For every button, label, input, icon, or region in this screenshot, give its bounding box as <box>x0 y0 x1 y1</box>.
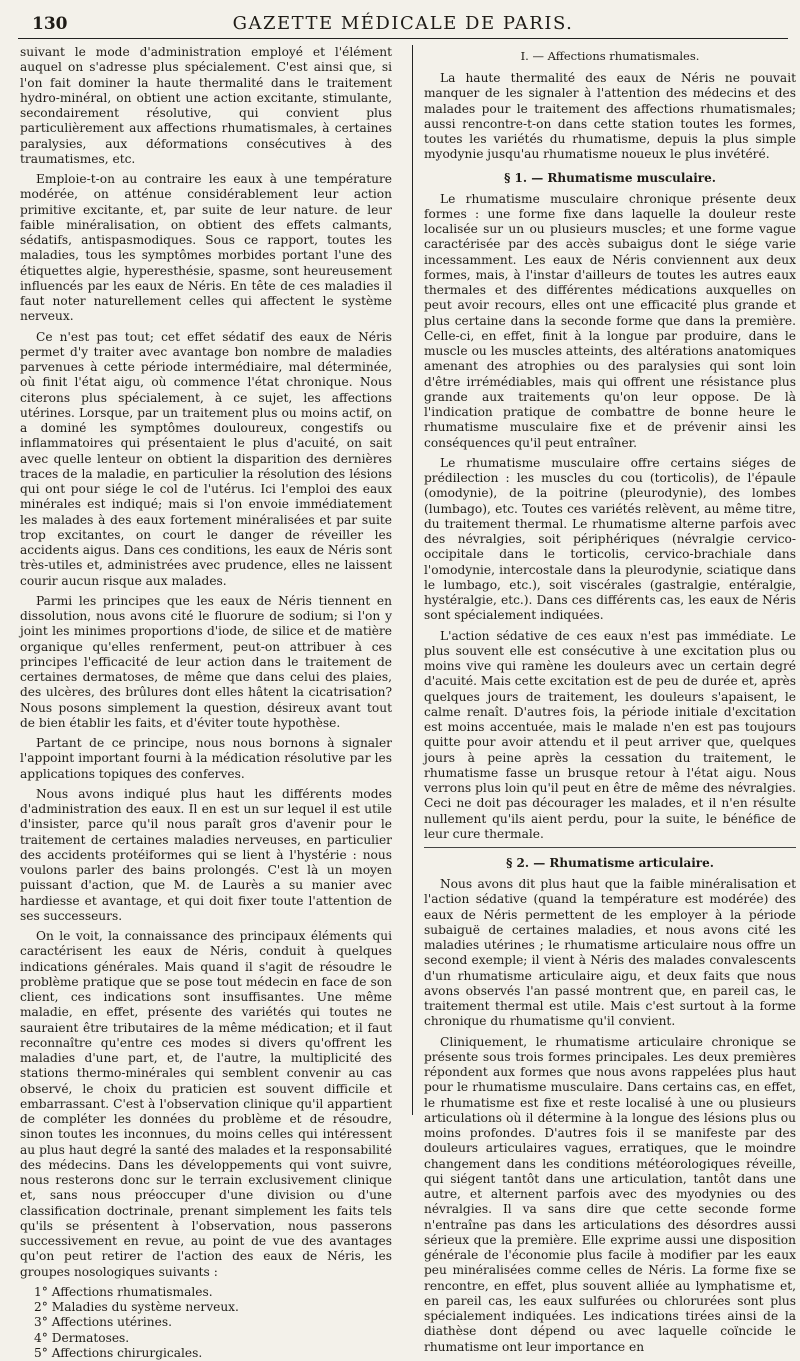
column-divider <box>412 45 413 1115</box>
left-column <box>20 45 392 1360</box>
subsection-heading: § 2. — Rhumatisme articulaire. <box>506 856 714 870</box>
list-item: 1° Affections rhumatismales. <box>34 1284 213 1299</box>
list-item: 5° Affections chirurgicales. <box>34 1345 203 1360</box>
list-item: 3° Affections utérines. <box>34 1315 172 1330</box>
nosology-list <box>20 1285 392 1361</box>
journal-title: GAZETTE MÉDICALE DE PARIS. <box>232 13 574 34</box>
paragraph: Le rhumatisme musculaire offre certains siéges de prédilection : les muscles du cou (torticolis), de l'épaule (omodynie), de la poitrine (pleurodynie), des lombes (lumbago), etc. Toutes ces variétés relèvent, au même titre, du traitement thermal. Le rhumatisme alterne parfois avec des névralgies, soit périphériques (névralgie cervico-occipitale dans le torticolis, cervico-brachiale dans l'omodynie, intercostale dans la pleurodynie, sciatique dans le lumbago, etc.), soit viscérales (gastralgie, entéralgie, hystéralgie, etc.). Dans ces différents cas, les eaux de Néris sont spécialement indiquées. <box>424 455 796 623</box>
list-item: 4° Dermatoses. <box>34 1330 130 1345</box>
paragraph: suivant le mode d'administration employé et l'élément auquel on s'adresse plus spécialement. C'est ainsi que, si l'on fait dominer la haute thermalité dans le traitement hydro-minéral, on obtient une action excitante, stimulante, secondairement résolutive, qui convient plus particulièrement aux affections rhumatismales, à certaines paralysies, aux déformations consécutives à des traumatismes, etc. <box>20 45 392 166</box>
paragraph: Cliniquement, le rhumatisme articulaire chronique se présente sous trois formes principales. Les deux premières répondent aux formes que nous avons rappelées plus haut pour le rhumatisme musculaire. Dans certains cas, en effet, le rhumatisme est fixe et reste localisé à une ou plusieurs articulations où il détermine à la longue des lésions plus ou moins profondes. D'autres fois il se manifeste par des douleurs articulaires vagues, erratiques, que le moindre changement dans les conditions météorologiques réveille, qui siégent tantôt dans une articulation, tantôt dans une autre, et alternent parfois avec des myodynies ou des névralgies. Il va sans dire que cette seconde forme n'entraîne pas dans les articulations des désordres aussi sérieux que la première. Elle exprime aussi une disposition générale de l'économie plus facile à modifier par les eaux peu minéralisées comme celles de Néris. La forme fixe se rencontre, en effet, plus souvent alliée au lymphatisme et, en pareil cas, les eaux sulfurées ou chlorurées sont plus spécialement indiquées. Les indications tirées ainsi de la diathèse dont dépend ou avec laquelle coïncide le rhumatisme ont leur importance en <box>424 1034 796 1354</box>
right-column <box>424 45 796 1354</box>
paragraph: La haute thermalité des eaux de Néris ne pouvait manquer de les signaler à l'attention des médecins et des malades pour le traitement des affections rhumatismales; aussi rencontre-t-on dans cette station toutes les formes, toutes les variétés du rhumatisme, depuis la plus simple myodynie jusqu'au rhumatisme noueux le plus invétéré. <box>424 71 796 162</box>
paragraph: Emploie-t-on au contraire les eaux à une température modérée, on atténue considérablement leur action primitive excitante, et, par suite de leur nature. de leur faible minéralisation, on obtient des effets calmants, sédatifs, antispasmodiques. Sous ce rapport, toutes les maladies, tous les symptômes morbides portant l'une des étiquettes algie, hyperesthésie, spasme, sont heureusement influencés par les eaux de Néris. En tête de ces maladies il faut noter naturellement celles qui affectent le système nerveux. <box>20 172 392 324</box>
subsection-heading: § 1. — Rhumatisme musculaire. <box>504 170 716 185</box>
paragraph: Ce n'est pas tout; cet effet sédatif des eaux de Néris permet d'y traiter avec avantage bon nombre de maladies parvenues à cette période intermédiaire, mal déterminée, où finit l'état aigu, où commence l'état chronique. Nous citerons plus spécialement, à ce sujet, les affections utérines. Lorsque, par un traitement plus ou moins actif, on a dominé les symptômes douloureux, congestifs ou inflammatoires qui présentaient le plus d'acuité, on sait avec quelle lenteur on obtient la disparition des dernières traces de la maladie, en particulier la résolution des lésions qui ont pour siége le col de l'utérus. Ici l'emploi des eaux minérales est indiqué; mais si l'on envoie immédiatement les malades à des eaux fortement minéralisées et par suite trop excitantes, on court le danger de réveiller les accidents aigus. Dans ces conditions, les eaux de Néris sont très-utiles et, administrées avec prudence, elles ne laissent courir aucun risque aux malades. <box>20 329 392 588</box>
paragraph: Parmi les principes que les eaux de Néris tiennent en dissolution, nous avons cité le fluorure de sodium; si l'on y joint les minimes proportions d'iode, de silice et de matière organique qu'elles renferment, peut-on attribuer à ces principes l'efficacité de leur action dans le traitement de certaines dermatoses, de même que dans celui des plaies, des ulcères, des brûlures dont elles hâtent la cicatrisation? Nous posons simplement la question, désireux avant tout de bien établir les faits, et d'éviter toute hypothèse. <box>20 593 392 730</box>
paragraph: On le voit, la connaissance des principaux éléments qui caractérisent les eaux de Néris, conduit à quelques indications générales. Mais quand il s'agit de résoudre le problème pratique que se pose tout médecin en face de son client, ces indications sont insuffisantes. Une même maladie, en effet, présente des variétés qui toutes ne sauraient être tributaires de la même médication; et il faut reconnaître qu'entre ces modes si divers qu'offrent les maladies d'une part, et, de l'autre, la multiplicité des stations thermo-minérales qui semblent convenir au cas observé, le choix du praticien est souvent difficile et embarrassant. C'est à l'observation clinique qu'il appartient de compléter les données du problème et de résoudre, sinon toutes les inconnues, du moins celles qui intéressent au plus haut degré la santé des malades et la responsabilité des médecins. Dans les développements qui vont suivre, nous resterons donc sur le terrain exclusivement clinique et, sans nous préoccuper d'une division ou d'une classification doctrinale, prenant simplement les faits tels qu'ils se présentent à l'observation, nous passerons successivement en revue, au point de vue des avantages qu'on peut retirer de l'action des eaux de Néris, les groupes nosologiques suivants : <box>20 929 392 1279</box>
article-columns <box>18 45 796 1360</box>
section-heading: I. — Affections rhumatismales. <box>520 49 700 63</box>
separator-rule <box>424 847 796 848</box>
page-number: 130 <box>32 14 68 34</box>
paragraph: L'action sédative de ces eaux n'est pas immédiate. Le plus souvent elle est consécutive à une excitation plus ou moins vive qui ramène les douleurs avec un certain degré d'acuité. Mais cette excitation est de peu de durée et, après quelques jours de traitement, les douleurs s'apaisent, le calme renaît. D'autres fois, la période initiale d'excitation est moins accentuée, mais le malade n'en est pas toujours quitte pour avoir attendu et il peut arriver que, quelques jours à peine après la cessation du traitement, le rhumatisme fasse un brusque retour à l'état aigu. Nous verrons plus loin qu'il peut en être de même des névralgies. Ceci ne doit pas décourager les malades, et il n'en résulte nullement qu'ils aient perdu, pour la suite, le bénéfice de leur cure thermale. <box>424 628 796 841</box>
paragraph: Partant de ce principe, nous nous bornons à signaler l'appoint important fourni à la médication résolutive par les applications topiques des conferves. <box>20 736 392 781</box>
list-item: 2° Maladies du système nerveux. <box>34 1300 239 1314</box>
paragraph: Nous avons dit plus haut que la faible minéralisation et l'action sédative (quand la température est modérée) des eaux de Néris permettent de les employer à la période subaiguë de certaines maladies, et nous avons cité les maladies utérines ; le rhumatisme articulaire nous offre un second exemple; il vient à Néris des malades convalescents d'un rhumatisme articulaire aigu, et deux faits que nous avons observés l'an passé montrent que, en pareil cas, le traitement thermal est utile. Mais c'est surtout à la forme chronique du rhumatisme qu'il convient. <box>424 877 796 1029</box>
paragraph: Le rhumatisme musculaire chronique présente deux formes : une forme fixe dans laquelle la douleur reste localisée sur un ou plusieurs muscles; et une forme vague caractérisée par des accès subaigus dont le siége varie incessamment. Les eaux de Néris conviennent aux deux formes, mais, à l'instar d'ailleurs de toutes les autres eaux thermales et des différentes médications auxquelles on peut avoir recours, elles ont une efficacité plus grande et plus certaine dans la seconde forme que dans la première. Celle-ci, en effet, finit à la longue par produire, dans le muscle ou les muscles atteints, des altérations anatomiques amenant des atrophies ou des paralysies qui sont loin d'être irrémédiables, mais qui offrent une résistance plus grande aux traitements qu'on leur oppose. De là l'indication pratique de combattre de bonne heure le rhumatisme musculaire fixe et de prévenir ainsi les conséquences qu'il peut entraîner. <box>424 191 796 450</box>
page-header <box>18 8 788 39</box>
paragraph: Nous avons indiqué plus haut les différents modes d'administration des eaux. Il en est un sur lequel il est utile d'insister, parce qu'il nous paraît gros d'avenir pour le traitement de certaines maladies nerveuses, en particulier des accidents protéiformes qui se lient à l'hystérie : nous voulons parler des bains prolongés. C'est là un moyen puissant d'action, que M. de Laurès a su manier avec hardiesse et avantage, et qui doit fixer toute l'attention de ses successeurs. <box>20 786 392 923</box>
